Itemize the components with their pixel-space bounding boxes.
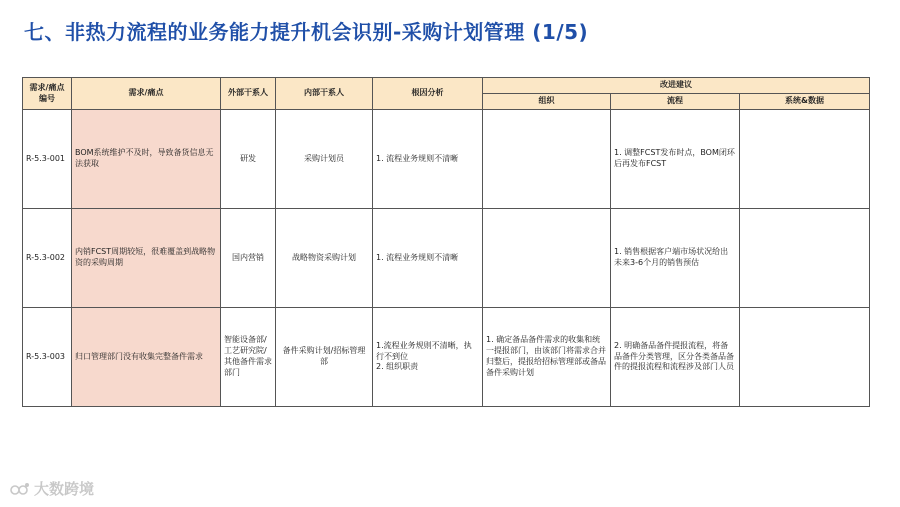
header-pain: 需求/痛点 xyxy=(72,78,221,110)
table-row xyxy=(23,110,870,209)
cell-org: 1. 确定备品备件需求的收集和统一提报部门，由该部门将需求合并归整后，提报给招标管理部或备品备件采购计划 xyxy=(483,308,611,407)
header-process: 流程 xyxy=(611,94,740,110)
cell-id: R-5.3-003 xyxy=(23,308,72,407)
cell-pain: 内销FCST周期较短，很难覆盖到战略物资的采购周期 xyxy=(72,209,221,308)
logo-icon xyxy=(10,482,30,496)
cell-internal: 采购计划员 xyxy=(276,110,373,209)
cell-pain: 归口管理部门没有收集完整备件需求 xyxy=(72,308,221,407)
cell-process: 1. 调整FCST发布时点，BOM闭环后再发布FCST xyxy=(611,110,740,209)
cell-system xyxy=(740,209,870,308)
cell-org xyxy=(483,110,611,209)
cell-external: 智能设备部/工艺研究院/其他备件需求部门 xyxy=(221,308,276,407)
cell-process: 2. 明确备品备件提报流程，将备品备件分类管理，区分各类备品备件的提报流程和流程涉及部门人员 xyxy=(611,308,740,407)
cell-external: 研发 xyxy=(221,110,276,209)
header-root-cause: 根因分析 xyxy=(373,78,483,110)
cell-system xyxy=(740,110,870,209)
cell-internal: 战略物资采购计划 xyxy=(276,209,373,308)
cell-internal: 备件采购计划/招标管理部 xyxy=(276,308,373,407)
cell-org xyxy=(483,209,611,308)
header-system: 系统&数据 xyxy=(740,94,870,110)
cell-root-cause: 1. 流程业务规则不清晰 xyxy=(373,209,483,308)
cell-pain: BOM系统维护不及时，导致备货信息无法获取 xyxy=(72,110,221,209)
table-row xyxy=(23,308,870,407)
cell-id: R-5.3-001 xyxy=(23,110,72,209)
header-external: 外部干系人 xyxy=(221,78,276,110)
header-internal: 内部干系人 xyxy=(276,78,373,110)
requirements-table xyxy=(22,77,870,407)
header-org: 组织 xyxy=(483,94,611,110)
table-row xyxy=(23,209,870,308)
header-id: 需求/痛点编号 xyxy=(23,78,72,110)
cell-external: 国内营销 xyxy=(221,209,276,308)
cell-process: 1. 销售根据客户端市场状况给出未来3-6个月的销售预估 xyxy=(611,209,740,308)
header-improvement: 改进建议 xyxy=(483,78,870,94)
watermark xyxy=(10,478,94,499)
cell-system xyxy=(740,308,870,407)
cell-root-cause: 1.流程业务规则不清晰，执行不到位 2. 组织职责 xyxy=(373,308,483,407)
watermark-text: 大数跨境 xyxy=(34,480,95,498)
page-title: 七、非热力流程的业务能力提升机会识别-采购计划管理 (1/5) xyxy=(24,20,589,44)
cell-id: R-5.3-002 xyxy=(23,209,72,308)
cell-root-cause: 1. 流程业务规则不清晰 xyxy=(373,110,483,209)
